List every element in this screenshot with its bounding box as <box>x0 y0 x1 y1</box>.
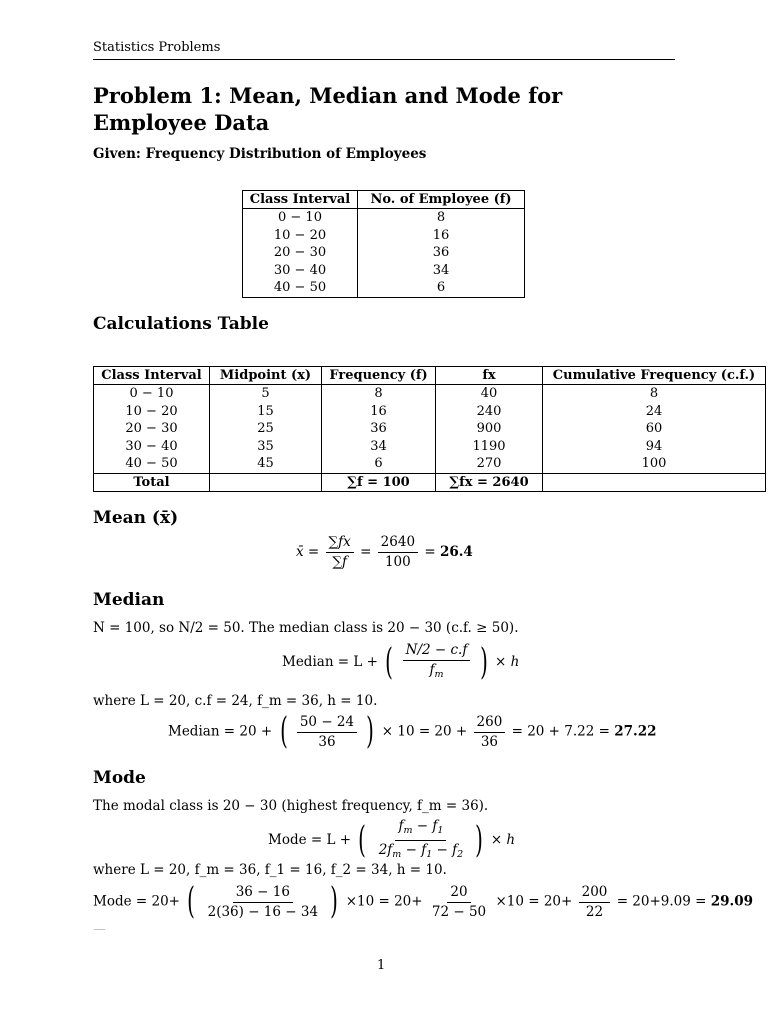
table-cell: 30 − 40 <box>94 438 210 456</box>
fraction-denominator: 100 <box>384 554 411 570</box>
table-cell: 94 <box>645 438 663 454</box>
median-formula-rhs: × h <box>494 654 520 670</box>
calculations-heading: Calculations Table <box>93 314 269 334</box>
fraction-numerator: 20 <box>447 884 470 903</box>
table-header: Class Interval <box>94 367 210 385</box>
mean-symbolic-fraction <box>326 534 354 571</box>
table-cell: 36 <box>432 245 450 260</box>
calculations-table <box>93 366 766 492</box>
mode-intro: The modal class is 20 − 30 (highest frequency, f_m = 36). <box>93 798 489 814</box>
mode-result: 29.09 <box>710 893 754 910</box>
table-cell: 270 <box>436 455 543 473</box>
table-header: Frequency (f) <box>322 367 436 385</box>
fraction-numerator: N/2 − c.f <box>403 642 471 661</box>
fraction-numerator: 260 <box>474 714 506 733</box>
table-cell: 35 <box>210 438 322 456</box>
table-cell: 36 <box>322 420 436 438</box>
mode-formula-rhs: × h <box>490 832 516 848</box>
total-fx: ∑fx = 2640 <box>436 473 543 492</box>
table-header: Midpoint (x) <box>210 367 322 385</box>
mode-calc-lhs: Mode = 20+ <box>93 893 180 910</box>
table-row <box>243 279 525 297</box>
fraction-numerator: $f_m - f_1$ <box>395 818 446 841</box>
median-calc-mid: × 10 = 20 + <box>381 723 468 740</box>
table-cell: 6 <box>436 280 446 295</box>
table-cell: 60 <box>645 421 663 436</box>
table-cell: 15 <box>210 403 322 421</box>
mode-heading: Mode <box>93 768 146 788</box>
median-calc-fraction-2 <box>474 714 506 751</box>
fraction-numerator: 200 <box>579 884 611 903</box>
median-calc-lhs: Median = 20 + <box>168 723 273 740</box>
running-title: Statistics Problems <box>93 40 221 55</box>
table-cell: 20 − 30 <box>243 244 358 262</box>
table-row <box>243 227 525 245</box>
page-number: 1 <box>377 958 386 973</box>
table-row <box>243 244 525 262</box>
table-cell: 100 <box>641 456 667 471</box>
header-rule <box>93 59 675 60</box>
total-row <box>94 473 766 492</box>
fraction-numerator: ∑fx <box>326 534 354 553</box>
table-cell: 34 <box>432 262 450 278</box>
frequency-table <box>242 190 525 298</box>
fraction-denominator: 2(36) − 16 − 34 <box>207 903 319 920</box>
median-formula-fraction <box>403 642 471 683</box>
fraction-denominator: 72 − 50 <box>431 903 487 920</box>
table-cell: 30 − 40 <box>243 262 358 280</box>
table-cell: 20 − 30 <box>94 420 210 438</box>
table-cell: 10 − 20 <box>94 403 210 421</box>
table-cell <box>210 473 322 492</box>
mean-formula: x̄ = $\frac{\sum fx}{\sum f}$ = $\frac{2640}{100}$ = 26.4 <box>296 534 473 570</box>
table-cell: 45 <box>210 455 322 473</box>
mode-formula-lhs: Mode = L + <box>268 832 352 848</box>
fraction-denominator: 22 <box>585 903 604 920</box>
median-calc-fraction <box>297 714 357 751</box>
table-cell: 16 <box>432 227 450 243</box>
total-label: Total <box>94 473 210 492</box>
mean-numeric-fraction <box>378 534 418 571</box>
table-cell: 40 <box>436 385 543 403</box>
mode-calc-fraction <box>205 884 321 921</box>
table-cell: 40 − 50 <box>243 279 358 297</box>
table-cell: 0 − 10 <box>243 209 358 227</box>
median-calculation: Median = 20 + ( $\frac{50 - 24}{36}$ ) × 10 = 20 + $\frac{260}{36}$ = 20 + 7.22 = 27.22 <box>168 711 657 752</box>
table-cell: 240 <box>436 403 543 421</box>
table-cell: 8 <box>436 210 446 225</box>
table-header: fx <box>436 367 543 385</box>
median-calc-tail: = 20 + 7.22 = <box>511 723 610 740</box>
fraction-denominator: 36 <box>318 733 336 750</box>
footer-dash: — <box>93 922 106 937</box>
mode-calc-fraction-2 <box>429 884 489 921</box>
table-cell: 6 <box>322 455 436 473</box>
fraction-numerator: 2640 <box>378 534 418 553</box>
given-heading: Given: Frequency Distribution of Employees <box>93 146 427 162</box>
mode-formula: Mode = L + ( $\frac{f_m - f_1}{2f_m - f_1 - f_2}$ ) × h <box>268 818 515 863</box>
table-cell: 34 <box>322 438 436 456</box>
median-intro: N = 100, so N/2 = 50. The median class is 20 − 30 (c.f. ≥ 50). <box>93 620 519 636</box>
median-formula-lhs: Median = L + <box>282 654 378 670</box>
table-header: Cumulative Frequency (c.f.) <box>543 367 766 385</box>
median-where: where L = 20, c.f = 24, f_m = 36, h = 10. <box>93 693 378 709</box>
mode-calc-mid: ×10 = 20+ <box>345 893 423 910</box>
fraction-numerator: 50 − 24 <box>297 714 357 733</box>
mean-heading: Mean (x̄) <box>93 508 179 528</box>
mode-formula-fraction <box>376 818 466 863</box>
table-cell <box>543 473 766 492</box>
table-row <box>243 262 525 280</box>
table-cell: 0 − 10 <box>94 385 210 403</box>
table-row <box>94 438 766 456</box>
table-row <box>94 455 766 473</box>
table-row <box>243 209 525 227</box>
median-formula: Median = L + ( $\frac{N/2 - c.f}{f_m}$ ) × h <box>282 641 520 683</box>
table-cell: 25 <box>210 420 322 438</box>
table-header: Class Interval <box>243 191 358 209</box>
table-cell: 16 <box>322 403 436 421</box>
table-cell: 10 − 20 <box>243 227 358 245</box>
fraction-numerator: 36 − 16 <box>233 884 293 903</box>
mode-calculation: Mode = 20+ ( $\frac{36 - 16}{2(36) - 16 - 34}$ ) ×10 = 20+ $\frac{20}{72 - 50}$ ×10 = 20+ $\frac{200}{22}$ = 20+9.09 = 29.09 <box>93 881 754 922</box>
mode-calc-fraction-3 <box>579 884 611 921</box>
mean-lhs: x̄ = <box>296 544 320 560</box>
fraction-denominator: ∑f <box>332 554 347 570</box>
median-heading: Median <box>93 590 165 610</box>
median-result: 27.22 <box>614 723 657 740</box>
table-cell: 24 <box>645 403 663 419</box>
table-cell: 8 <box>322 385 436 403</box>
table-row <box>94 420 766 438</box>
fraction-denominator: 36 <box>480 733 498 750</box>
table-header: No. of Employee (f) <box>358 191 525 209</box>
table-cell: 40 − 50 <box>94 455 210 473</box>
page-title: Problem 1: Mean, Median and Mode for Employee Data <box>93 83 563 135</box>
table-cell: 5 <box>210 385 322 403</box>
table-cell: 1190 <box>436 438 543 456</box>
mean-result: 26.4 <box>439 544 473 560</box>
table-cell: 900 <box>436 420 543 438</box>
mode-calc-mid-2: ×10 = 20+ <box>495 893 573 910</box>
table-row <box>94 403 766 421</box>
total-frequency: ∑f = 100 <box>322 473 436 492</box>
fraction-denominator: $2f_m - f_1 - f_2$ <box>378 842 464 860</box>
table-row <box>94 385 766 403</box>
mode-calc-tail: = 20+9.09 = <box>616 893 707 910</box>
mode-where: where L = 20, f_m = 36, f_1 = 16, f_2 = 34, h = 10. <box>93 862 447 878</box>
fraction-denominator: $f_m$ <box>429 662 444 680</box>
table-cell: 8 <box>649 386 659 401</box>
